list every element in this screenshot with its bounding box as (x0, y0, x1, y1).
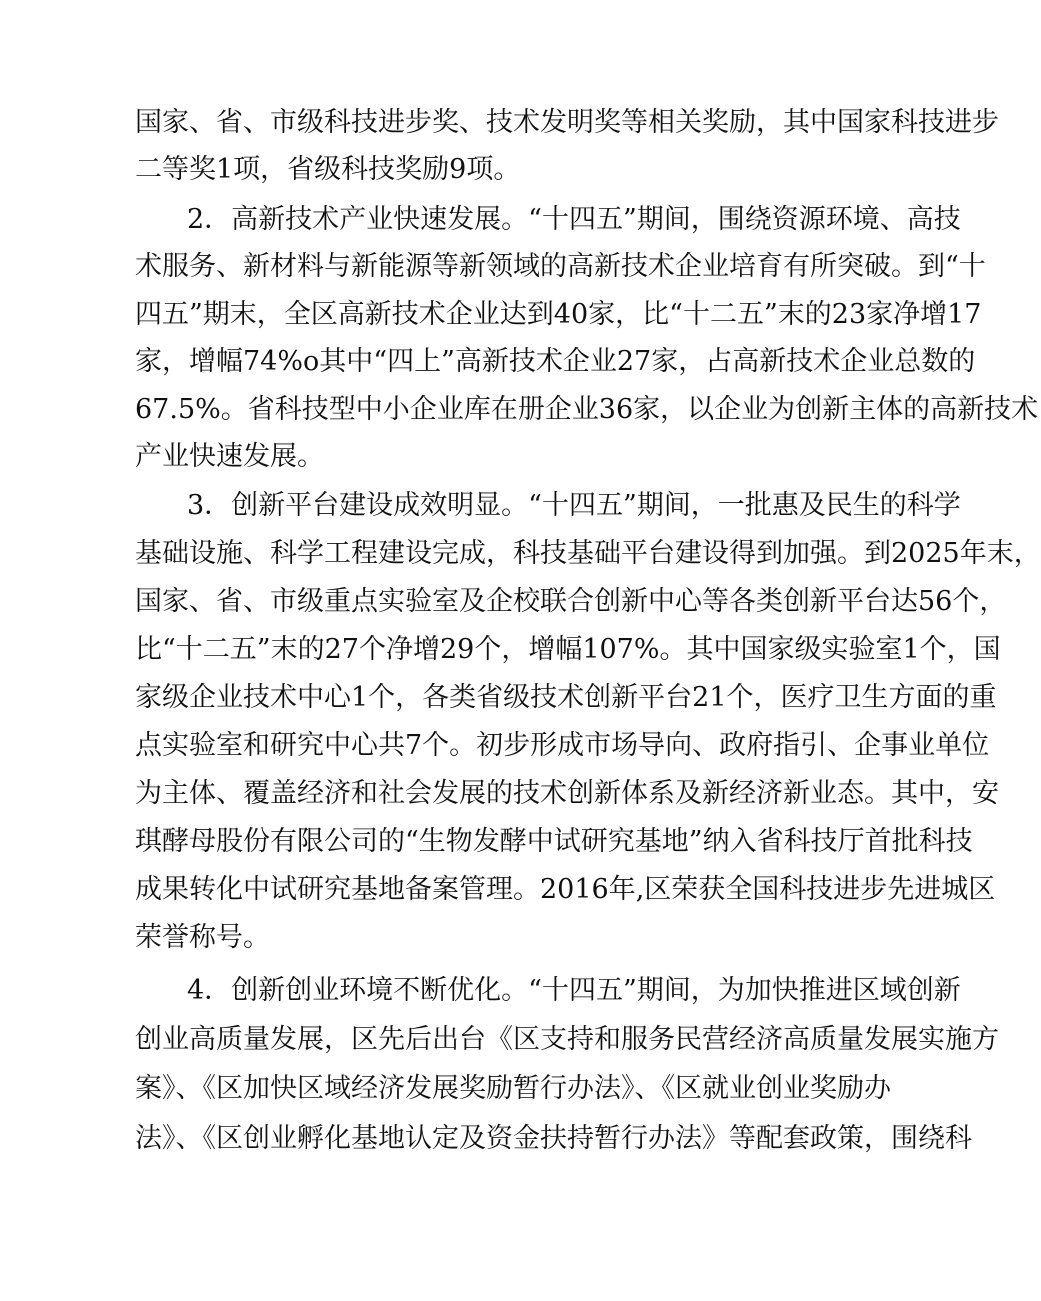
text-line-3: 2．高新技术产业快速发展。“十四五”期间，围绕资源环境、高技 (187, 204, 961, 235)
text-line-19: 4．创新创业环境不断优化。“十四五”期间，为加快推进区域创新 (187, 975, 961, 1006)
text-line-2: 二等奖1项，省级科技奖励9项。 (135, 154, 521, 185)
text-line-4: 术服务、新材料与新能源等新领域的高新技术企业培育有所突破。到“十 (135, 251, 986, 282)
text-line-6: 家，增幅74%o其中“四上”高新技术企业27家，占高新技术企业总数的 (135, 346, 976, 377)
text-line-16: 琪酵母股份有限公司的“生物发酵中试研究基地”纳入省科技厅首批科技 (135, 826, 973, 857)
text-line-7: 67.5%。省科技型中小企业库在册企业36家，以企业为创新主体的高新技术 (135, 394, 1039, 425)
text-line-17: 成果转化中试研究基地备案管理。2016年,区荣获全国科技进步先进城区 (135, 874, 996, 905)
text-line-5: 四五”期末，全区高新技术企业达到40家，比“十二五”末的23家净增17 (135, 299, 982, 330)
text-line-8: 产业快速发展。 (135, 441, 324, 472)
text-line-21: 案》、《区加快区域经济发展奖励暂行办法》、《区就业创业奖励办 (135, 1073, 891, 1104)
text-line-10: 基础设施、科学工程建设完成，科技基础平台建设得到加强。到2025年末， (135, 538, 1041, 569)
text-line-22: 法》、《区创业孵化基地认定及资金扶持暂行办法》等配套政策，围绕科 (135, 1123, 972, 1154)
text-line-20: 创业高质量发展，区先后出台《区支持和服务民营经济高质量发展实施方 (135, 1024, 999, 1055)
text-line-13: 家级企业技术中心1个，各类省级技术创新平台21个，医疗卫生方面的重 (135, 682, 997, 713)
text-line-11: 国家、省、市级重点实验室及企校联合创新中心等各类创新平台达56个， (135, 586, 1007, 617)
text-line-1: 国家、省、市级科技进步奖、技术发明奖等相关奖励，其中国家科技进步 (135, 107, 999, 138)
text-line-18: 荣誉称号。 (135, 922, 270, 953)
text-line-14: 点实验室和研究中心共7个。初步形成市场导向、政府指引、企事业单位 (135, 730, 990, 761)
text-line-15: 为主体、覆盖经济和社会发展的技术创新体系及新经济新业态。其中，安 (135, 778, 999, 809)
text-line-9: 3．创新平台建设成效明显。“十四五”期间，一批惠及民生的科学 (187, 490, 961, 521)
text-line-12: 比“十二五”末的27个净增29个，增幅107%。其中国家级实验室1个，国 (135, 634, 1001, 665)
